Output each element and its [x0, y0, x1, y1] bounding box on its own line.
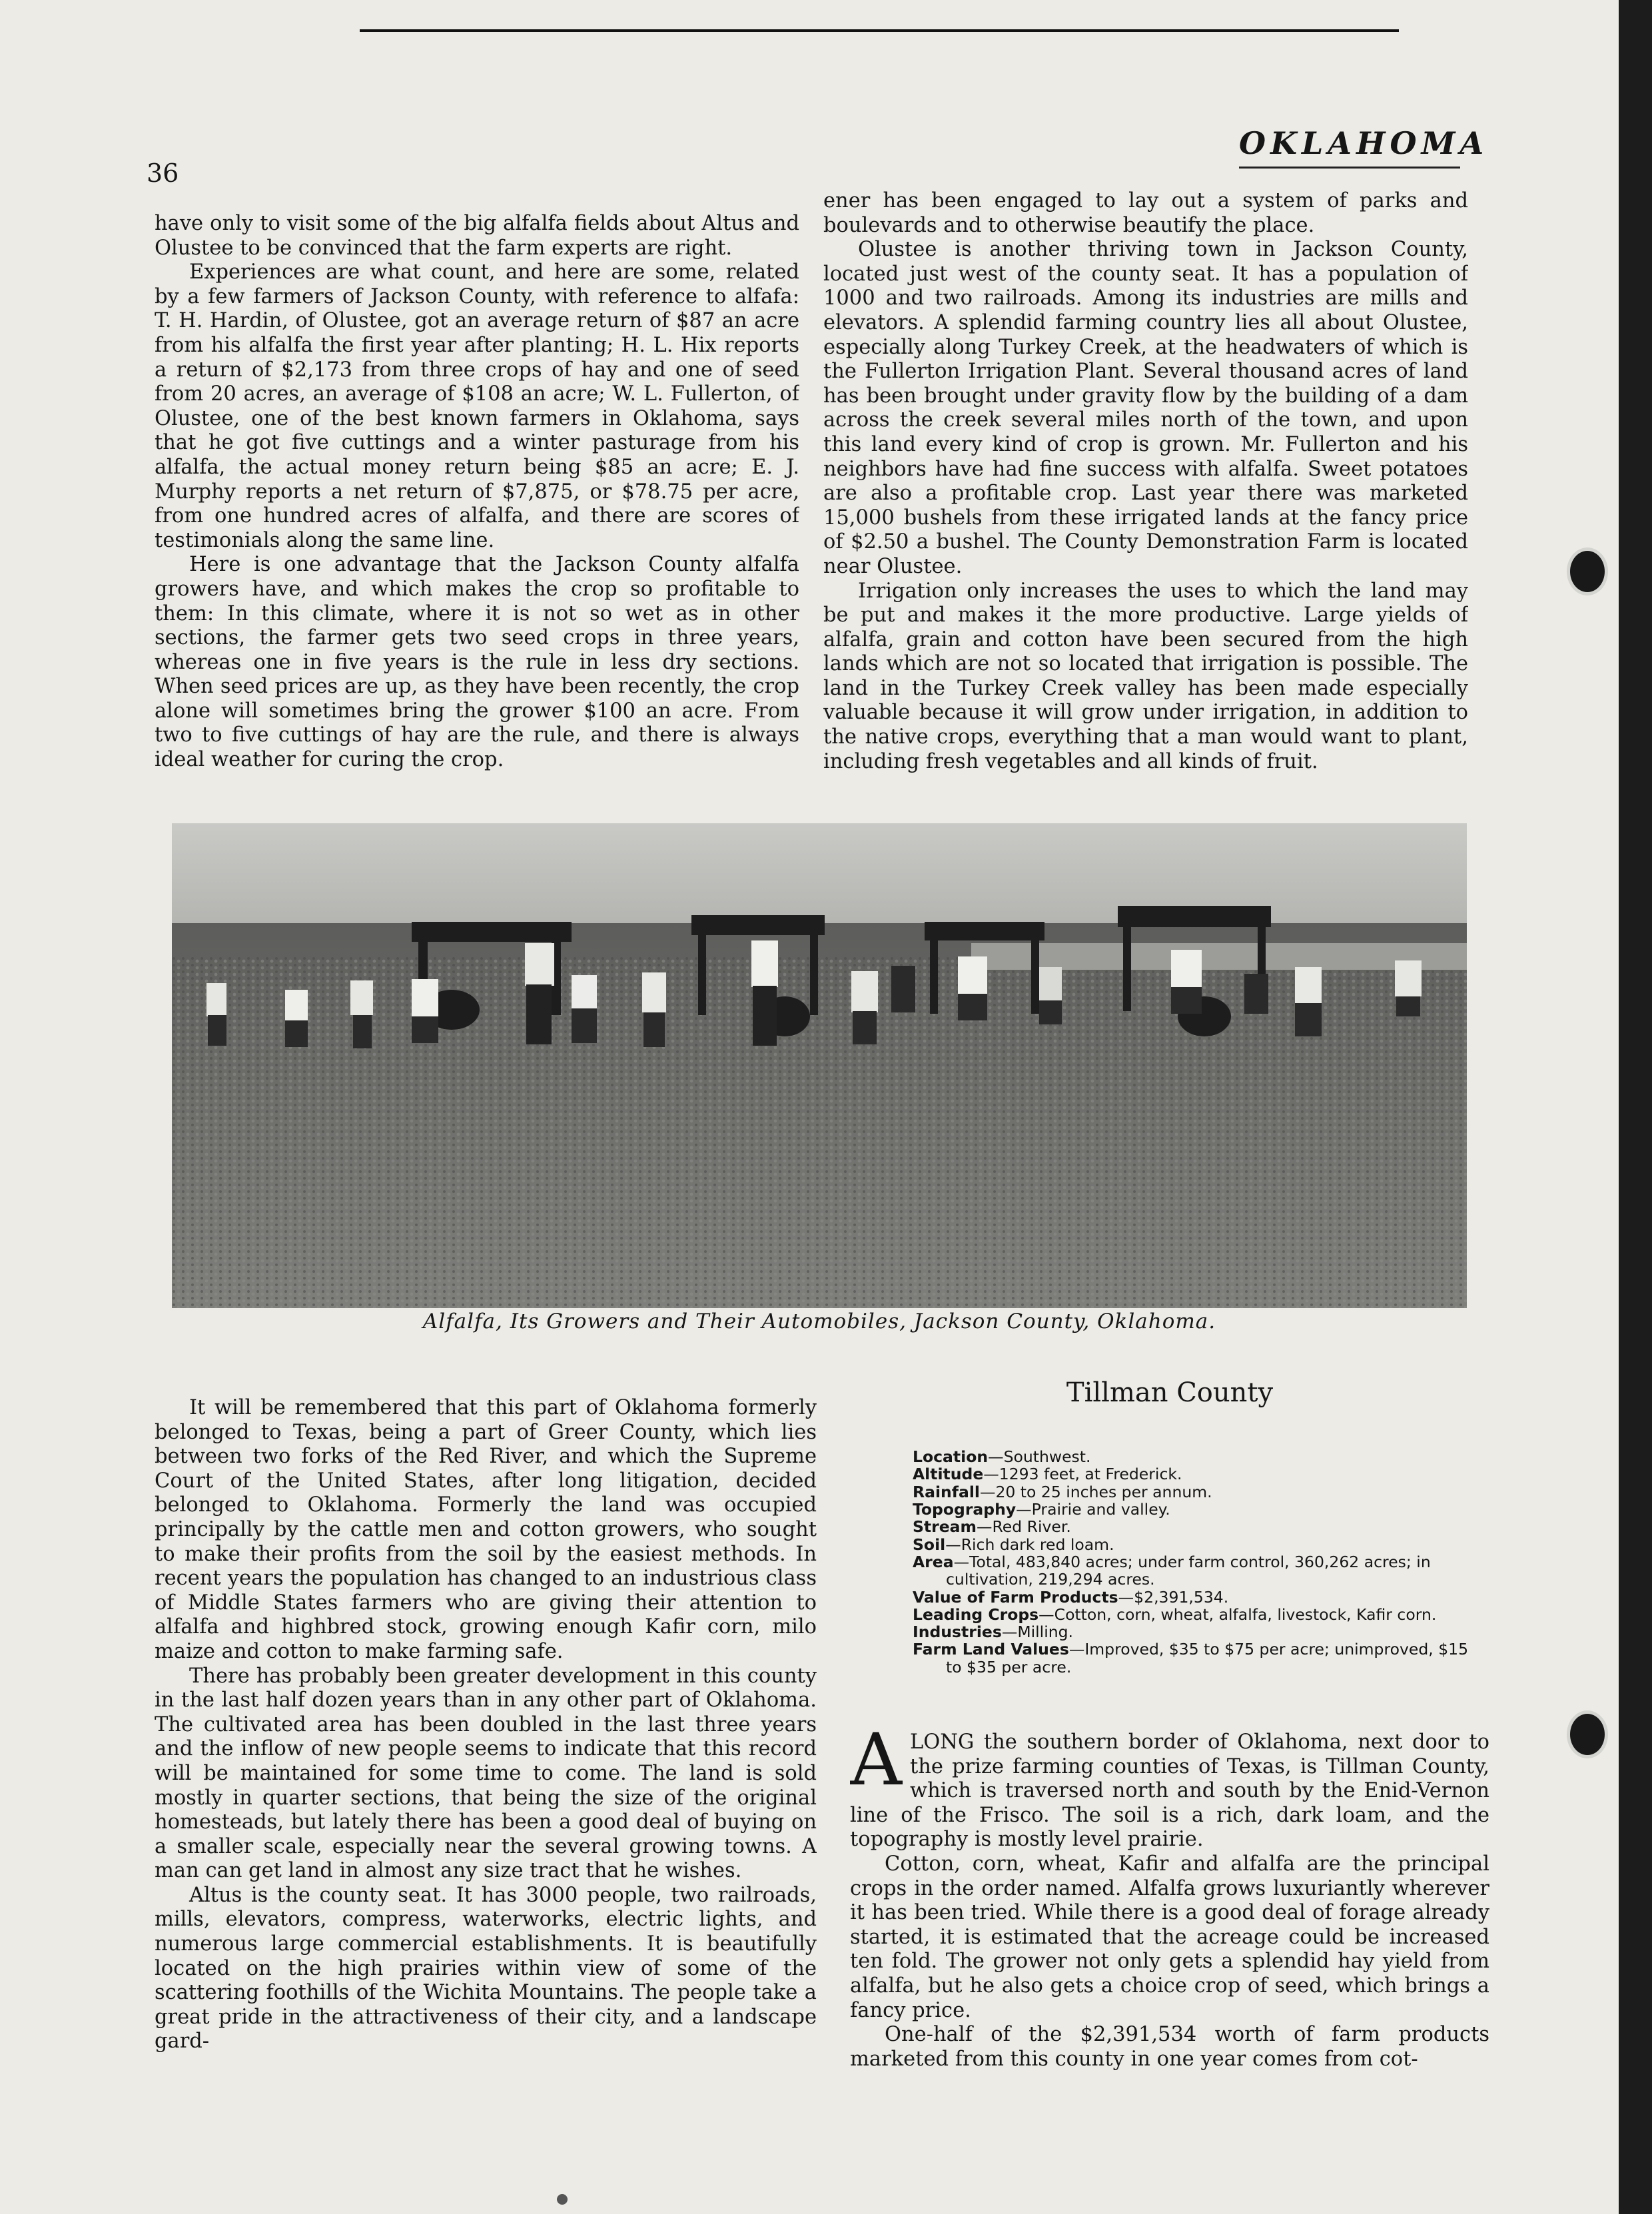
fact-item: [913, 1641, 1485, 1676]
fact-item: [913, 1623, 1485, 1641]
ink-smudge: [557, 2194, 568, 2205]
binding-hole: [1567, 548, 1608, 595]
column-top-left: [155, 212, 799, 805]
paragraph: Altus is the county seat. It has 3000 people, two railroads, mills, elevators, compress, waterworks, electric lights, and numerous large commercial establishments. It is beautifully located on the high prairies within view of some of the scattering foothills of the Wichita Mountains. The people take a great pride in the attractiveness of their city, and a landscape gard-: [155, 1883, 817, 2053]
dropcap-letter: A: [850, 1730, 902, 1802]
fact-value: —$2,391,534.: [1118, 1587, 1229, 1607]
paragraph-rest: LONG the southern border of Oklahoma, next door to the prize farming counties of Texas, is Tillman County, which is traversed north and south by the Enid-Vernon line of the Frisco. The soil is a rich, dark loam, and the topography is mostly level prairie.: [850, 1730, 1489, 1852]
fact-item: [913, 1465, 1485, 1483]
column-bottom-right: [850, 1730, 1489, 2123]
tillman-facts-list: [913, 1448, 1485, 1676]
paragraph: It will be remembered that this part of Oklahoma formerly belonged to Texas, being a part of Greer County, which lies between two forks of the Red River, and which the Supreme Court of the United States, after long litigation, decided belonged to Oklahoma. Formerly the land was occupied principally by the cattle men and cotton growers, who sought to make their profits from the soil by the easiest methods. In recent years the population has changed to an industrious class of Middle States farmers who are giving their attention to alfalfa and highbred stock, growing enough Kafir corn, milo maize and cotton to make farming safe.: [155, 1396, 817, 1663]
paragraph: Olustee is another thriving town in Jackson County, located just west of the county seat. It has a population of 1000 and two railroads. Among its industries are mills and elevators. A splendid farming country lies all about Olustee, especially along Turkey Creek, at the headwaters of which is the Fullerton Irrigation Plant. Several thousand acres of land has been brought under gravity flow by the building of a dam across the creek several miles north of the town, and upon this land every kind of crop is grown. Mr. Fullerton and his neighbors have had fine success with alfalfa. Sweet potatoes are also a profitable crop. Last year there was marketed 15,000 bushels from these irrigated lands at the fancy price of $2.50 a bushel. The County Demonstration Farm is located near Olustee.: [823, 238, 1468, 578]
fact-item: [913, 1536, 1485, 1553]
fact-item: [913, 1501, 1485, 1518]
fact-key: Altitude: [913, 1465, 984, 1484]
fact-value: —Rich dark red loam.: [945, 1535, 1114, 1554]
fact-value: —Milling.: [1001, 1623, 1074, 1642]
paragraph: Experiences are what count, and here are some, related by a few farmers of Jackson County, with reference to alfafa: T. H. Hardin, of Olustee, got an average return of $87 an acre from his alfalfa the first year after planting; H. L. Hix reports a return of $2,173 from three crops of hay and one of seed from 20 acres, an average of $108 an acre; W. L. Fullerton, of Olustee, one of the best known farmers in Oklahoma, says that he got five cuttings and a winter pasturage from his alfalfa, the actual money return being $85 an acre; E. J. Murphy reports a net return of $7,875, or $78.75 per acre, from one hundred acres of alfalfa, and there are scores of testimonials along the same line.: [155, 260, 799, 552]
fact-item: [913, 1518, 1485, 1535]
fact-value: —Prairie and valley.: [1016, 1499, 1170, 1519]
fact-item: [913, 1553, 1485, 1589]
fact-value: —1293 feet, at Frederick.: [983, 1465, 1182, 1484]
alfalfa-growers-photo: [172, 823, 1467, 1308]
fact-item: [913, 1606, 1485, 1623]
page-number: 36: [147, 159, 179, 188]
fact-item: [913, 1448, 1485, 1465]
fact-key: Area: [913, 1552, 954, 1571]
paragraph: There has probably been greater development in this county in the last half dozen years than in any other part of Oklahoma. The cultivated area has been doubled in the last three years and the inflow of new people seems to indicate that this record will be maintained for some time to come. The land is sold mostly in quarter sections, that being the size of the original homesteads, but lately there has been a good deal of buying on a smaller scale, especially near the several growing towns. A man can get land in almost any size tract that he wishes.: [155, 1664, 817, 1883]
header-rule: [1239, 167, 1460, 169]
fact-key: Value of Farm Products: [913, 1587, 1118, 1607]
fact-value: —Southwest.: [988, 1447, 1091, 1466]
fact-key: Location: [913, 1447, 989, 1466]
paragraph: have only to visit some of the big alfalfa fields about Altus and Olustee to be convinced that the farm experts are right.: [155, 212, 799, 260]
fact-item: [913, 1589, 1485, 1606]
paragraph: Irrigation only increases the uses to which the land may be put and makes it the more productive. Large yields of alfalfa, grain and cotton have been secured from the high lands which are not so located that irrigation is possible. The land in the Turkey Creek valley has been made especially valuable because it will grow under irrigation, in addition to the native crops, everything that a man would want to plant, including fresh vegetables and all kinds of fruit.: [823, 579, 1468, 773]
tillman-county-heading: Tillman County: [1066, 1377, 1274, 1408]
fact-key: Leading Crops: [913, 1605, 1039, 1624]
column-bottom-left: [155, 1396, 817, 2095]
fact-key: Rainfall: [913, 1482, 980, 1501]
fact-value: —20 to 25 inches per annum.: [979, 1482, 1212, 1501]
fact-value: —Red River.: [977, 1517, 1071, 1537]
column-top-right: [823, 189, 1468, 793]
fact-value: —Total, 483,840 acres; under farm control, 360,262 acres; in cultivation, 219,294 acres.: [946, 1552, 1431, 1589]
paragraph-with-dropcap: [850, 1730, 1489, 1852]
photo-caption: Alfalfa, Its Growers and Their Automobiles, Jackson County, Oklahoma.: [422, 1309, 1216, 1333]
running-header-title: OKLAHOMA: [1239, 125, 1489, 161]
page-top-edge: [360, 0, 1399, 32]
paragraph: ener has been engaged to lay out a system of parks and boulevards and to otherwise beautify the place.: [823, 189, 1468, 237]
paragraph: One-half of the $2,391,534 worth of farm products marketed from this county in one year comes from cot-: [850, 2023, 1489, 2071]
fact-item: [913, 1483, 1485, 1501]
fact-value: —Improved, $35 to $75 per acre; unimproved, $15 to $35 per acre.: [946, 1640, 1469, 1676]
binding-hole: [1567, 1710, 1608, 1758]
paragraph: Here is one advantage that the Jackson County alfalfa growers have, and which makes the crop so profitable to them: In this climate, where it is not so wet as in other sections, the farmer gets two seed crops in three years, whereas one in five years is the rule in less dry sections. When seed prices are up, as they have been recently, the crop alone will sometimes bring the grower $100 an acre. From two to five cuttings of hay are the rule, and there is always ideal weather for curing the crop.: [155, 553, 799, 772]
fact-key: Farm Land Values: [913, 1640, 1069, 1659]
fact-key: Soil: [913, 1535, 946, 1554]
fact-key: Topography: [913, 1499, 1017, 1519]
fact-key: Industries: [913, 1623, 1002, 1642]
paragraph: Cotton, corn, wheat, Kafir and alfalfa are the principal crops in the order named. Alfalfa grows luxuriantly wherever it has been tried. While there is a good deal of forage already started, it is estimated that the acreage could be increased ten fold. The grower not only gets a splendid hay yield from alfalfa, but he also gets a choice crop of seed, which brings a fancy price.: [850, 1852, 1489, 2022]
fact-value: —Cotton, corn, wheat, alfalfa, livestock, Kafir corn.: [1038, 1605, 1437, 1624]
fact-key: Stream: [913, 1517, 977, 1537]
